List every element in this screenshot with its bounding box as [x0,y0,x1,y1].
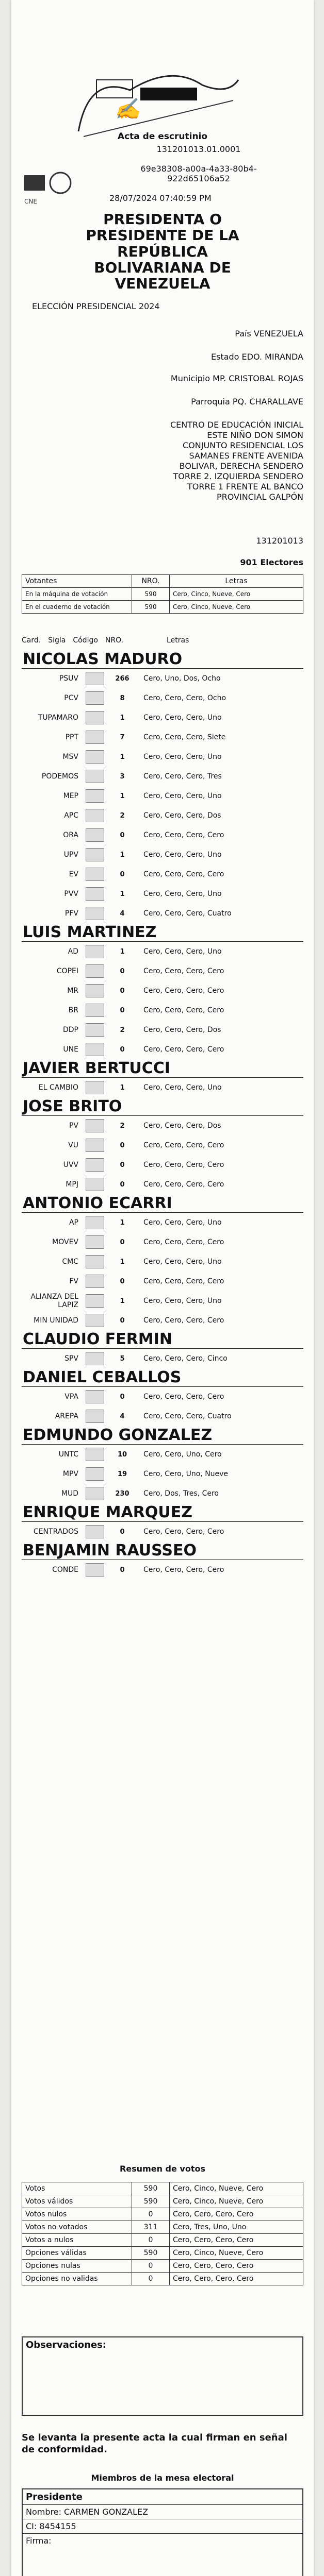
svg-text:✍: ✍ [115,97,140,121]
party-sigla: APC [64,811,78,820]
member-name: Nombre: CARMEN GONZALEZ [23,2505,302,2519]
party-votes-letters: Cero, Cero, Cero, Uno [143,851,222,859]
party-votes: 0 [120,831,125,839]
party-row [22,961,303,981]
center-line-5: BOLIVAR, DERECHA SENDERO [179,461,303,471]
country: País VENEZUELA [235,329,303,338]
party-sigla: CENTRADOS [33,1528,78,1536]
party-logo-icon [86,750,104,764]
party-row [22,669,303,688]
party-row [22,884,303,904]
party-row [22,806,303,825]
party-votes: 230 [115,1489,129,1498]
party-sigla: PPT [65,733,78,741]
resumen-number: 0 [132,2260,170,2273]
candidate-section [22,1368,303,1426]
party-logo-icon [86,887,104,901]
party-logo-icon [86,711,104,724]
party-votes: 8 [120,694,125,702]
resumen-row [22,2273,303,2285]
party-votes: 1 [120,1083,125,1092]
votantes-header-letras: Letras [170,575,303,588]
party-sigla: CONDE [52,1566,78,1574]
party-logo-icon [86,672,104,685]
candidate-name: LUIS MARTINEZ [23,923,157,941]
resumen-row [22,2208,303,2221]
cand-header-card: Card. [22,636,41,645]
resumen-letters: Cero, Cinco, Nueve, Cero [170,2247,303,2260]
party-row [22,1349,303,1368]
party-votes-letters: Cero, Cero, Cero, Dos [143,811,221,820]
party-row [22,1464,303,1484]
candidate-name: ENRIQUE MARQUEZ [23,1503,192,1521]
resumen-number: 0 [132,2208,170,2221]
party-row [22,1040,303,1059]
party-row [22,1272,303,1291]
resumen-label: Votos válidos [22,2195,132,2208]
party-logo-icon [86,1178,104,1191]
resumen-label: Votos no votados [22,2221,132,2234]
closing-text: Se levanta la presente acta la cual firman en señal de conformidad. [22,2432,287,2455]
party-logo-icon [86,945,104,958]
party-votes: 1 [120,792,125,800]
party-votes-letters: Cero, Cero, Cero, Uno [143,753,222,761]
party-votes-letters: Cero, Cero, Cero, Uno [143,792,222,800]
acta-number: 131201013.01.0001 [156,144,241,154]
party-votes-letters: Cero, Cero, Cero, Cero [143,831,224,839]
party-row [22,1252,303,1272]
party-sigla: BR [68,1006,78,1014]
party-votes-letters: Cero, Cero, Cero, Ocho [143,694,226,702]
party-sigla: MUD [61,1489,78,1498]
party-row [22,1522,303,1541]
party-logo-icon [86,1448,104,1461]
party-votes-letters: Cero, Cero, Cero, Cero [143,1566,224,1574]
cand-header-letras: Letras [167,636,189,645]
party-row [22,1213,303,1232]
resumen-letters: Cero, Tres, Uno, Uno [170,2221,303,2234]
party-votes-letters: Cero, Cero, Cero, Cero [143,1045,224,1054]
party-row [22,981,303,1001]
party-row [22,688,303,708]
party-logo-icon [86,1216,104,1229]
party-sigla: UNTC [58,1450,78,1459]
resumen-row [22,2182,303,2195]
party-logo-icon [86,1352,104,1365]
electors-count: 901 Electores [240,557,303,567]
resumen-table [22,2182,303,2285]
candidate-name: JOSE BRITO [23,1097,122,1115]
party-sigla: MOVEV [52,1238,78,1246]
party-logo-icon [86,868,104,881]
party-votes: 1 [120,1297,125,1305]
observaciones-box [22,2336,303,2416]
candidate-name: BENJAMIN RAUSSEO [23,1541,197,1560]
party-logo-icon [86,1314,104,1327]
party-votes: 0 [120,987,125,995]
party-votes: 4 [120,909,125,918]
party-sigla: MR [67,987,78,995]
party-logo-icon [86,907,104,920]
election-name: ELECCIÓN PRESIDENCIAL 2024 [32,301,160,311]
party-logo-icon [86,1043,104,1056]
party-votes-letters: Cero, Cero, Cero, Cero [143,1238,224,1246]
party-votes: 10 [117,1450,127,1459]
party-logo-icon [86,1004,104,1017]
party-sigla: EV [69,870,78,878]
votantes-header-nro: NRO. [132,575,170,588]
party-row [22,1116,303,1136]
party-votes: 3 [120,772,125,781]
party-votes-letters: Cero, Cero, Cero, Cuatro [143,1412,232,1420]
party-sigla: MPJ [66,1180,78,1189]
mesa-title: Miembros de la mesa electoral [91,2473,234,2483]
party-sigla: PVV [64,890,78,898]
party-votes: 2 [120,811,125,820]
party-votes-letters: Cero, Cero, Cero, Uno [143,947,222,956]
resumen-letters: Cero, Cinco, Nueve, Cero [170,2182,303,2195]
party-logo-icon [86,1119,104,1132]
party-votes: 1 [120,947,125,956]
party-row [22,727,303,747]
party-sigla: PCV [64,694,78,702]
party-votes: 1 [120,1258,125,1266]
resumen-number: 0 [132,2273,170,2285]
center-line-2: ESTE NIÑO DON SIMON [207,430,303,440]
party-sigla: AP [69,1218,78,1227]
resumen-number: 590 [132,2182,170,2195]
party-votes: 0 [120,1316,125,1325]
votantes-row-letras: Cero, Cinco, Nueve, Cero [170,601,303,614]
party-row [22,1406,303,1426]
votantes-row-nro: 590 [132,601,170,614]
title-line-1: PRESIDENTA O [103,211,222,228]
party-logo-icon [86,1275,104,1288]
party-sigla: COPEI [56,967,78,975]
party-votes-letters: Cero, Cero, Cero, Cero [143,1180,224,1189]
resumen-letters: Cero, Cero, Cero, Cero [170,2234,303,2247]
party-logo-icon [86,1139,104,1152]
party-votes: 7 [120,733,125,741]
party-votes: 0 [120,1161,125,1169]
title-line-4: BOLIVARIANA DE [94,259,231,277]
party-logo-icon [86,1563,104,1577]
party-votes-letters: Cero, Dos, Tres, Cero [143,1489,219,1498]
party-votes-letters: Cero, Cero, Cero, Cero [143,1393,224,1401]
resumen-row [22,2195,303,2208]
resumen-letters: Cero, Cero, Cero, Cero [170,2208,303,2221]
party-sigla: PFV [64,909,78,918]
cand-header-sigla: Sigla [48,636,66,645]
party-votes-letters: Cero, Cero, Cero, Tres [143,772,222,781]
party-row [22,825,303,845]
party-row [22,1291,303,1311]
candidate-section [22,1426,303,1503]
center-line-3: CONJUNTO RESIDENCIAL LOS [182,440,303,450]
party-row [22,1484,303,1503]
party-sigla: MIN UNIDAD [34,1316,78,1325]
title-line-3: REPÚBLICA [117,243,208,260]
candidate-section [22,1330,303,1368]
party-votes-letters: Cero, Cero, Cero, Cero [143,1528,224,1536]
party-votes-letters: Cero, Cero, Cero, Uno [143,1258,222,1266]
party-row [22,904,303,923]
party-votes: 0 [120,870,125,878]
party-logo-icon [86,828,104,842]
resumen-title: Resumen de votos [119,2164,206,2174]
party-row [22,767,303,786]
party-votes-letters: Cero, Uno, Dos, Ocho [143,674,221,683]
party-votes-letters: Cero, Cero, Cero, Dos [143,1026,221,1034]
party-row [22,865,303,884]
party-logo-icon [86,1294,104,1308]
cne-logo [22,170,78,211]
party-row [22,1078,303,1097]
svg-text:CNE: CNE [24,198,37,205]
party-sigla: MSV [62,753,78,761]
party-votes: 2 [120,1122,125,1130]
candidate-name: ANTONIO ECARRI [23,1194,172,1212]
party-sigla: UNE [63,1045,78,1054]
party-sigla: AD [68,947,78,956]
party-logo-icon [86,731,104,744]
candidate-name: DANIEL CEBALLOS [23,1368,182,1386]
candidate-section [22,923,303,1059]
party-logo-icon [86,1525,104,1538]
resumen-label: Opciones nulas [22,2260,132,2273]
party-votes-letters: Cero, Cero, Cero, Uno [143,1297,222,1305]
party-sigla: EL CAMBIO [38,1083,78,1092]
party-row [22,786,303,806]
resumen-number: 0 [132,2234,170,2247]
party-votes: 0 [120,1277,125,1285]
party-logo-icon [86,1158,104,1172]
resumen-label: Opciones válidas [22,2247,132,2260]
party-votes: 4 [120,1412,125,1420]
state: Estado EDO. MIRANDA [211,352,303,362]
parish: Parroquia PQ. CHARALLAVE [191,397,303,406]
party-votes-letters: Cero, Cero, Cero, Dos [143,1122,221,1130]
party-sigla: DDP [62,1026,78,1034]
party-votes: 1 [120,890,125,898]
party-logo-icon [86,1390,104,1403]
party-votes-letters: Cero, Cero, Cero, Cero [143,987,224,995]
party-votes: 2 [120,1026,125,1034]
party-logo-icon [86,1235,104,1249]
party-votes-letters: Cero, Cero, Cero, Cero [143,1161,224,1169]
party-row [22,845,303,865]
party-votes: 1 [120,714,125,722]
party-logo-icon [86,770,104,783]
party-votes: 19 [117,1470,127,1478]
party-row [22,708,303,727]
party-sigla: FV [69,1277,78,1285]
resumen-label: Votos nulos [22,2208,132,2221]
candidate-section [22,650,303,923]
resumen-row [22,2247,303,2260]
party-votes-letters: Cero, Cero, Cero, Uno [143,1083,222,1092]
party-logo-icon [86,1467,104,1481]
member-firma-label: Firma: [26,2536,52,2546]
member-box [22,2488,303,2576]
party-logo-icon [86,984,104,997]
party-logo-icon [86,1410,104,1423]
party-votes-letters: Cero, Cero, Cero, Cero [143,870,224,878]
candidate-name: JAVIER BERTUCCI [23,1059,170,1077]
party-sigla: PODEMOS [41,772,78,781]
party-votes-letters: Cero, Cero, Cero, Cero [143,967,224,975]
observaciones-label: Observaciones: [26,2340,107,2350]
resumen-number: 311 [132,2221,170,2234]
party-row [22,1175,303,1194]
party-sigla: ALIANZA DEL LAPIZ [30,1293,78,1309]
party-sigla: SPV [64,1354,78,1363]
party-row [22,747,303,767]
party-sigla: UPV [63,851,78,859]
party-logo-icon [86,1487,104,1500]
party-votes: 0 [120,1393,125,1401]
center-line-8: PROVINCIAL GALPÓN [216,492,303,502]
resumen-letters: Cero, Cinco, Nueve, Cero [170,2195,303,2208]
party-votes: 0 [120,1006,125,1014]
candidate-section [22,1097,303,1194]
center-line-6: TORRE 2. IZQUIERDA SENDERO [173,471,303,481]
resumen-letters: Cero, Cero, Cero, Cero [170,2260,303,2273]
party-row [22,1001,303,1020]
party-votes-letters: Cero, Cero, Cero, Cero [143,1141,224,1149]
party-votes: 0 [120,1180,125,1189]
party-sigla: MPV [62,1470,78,1478]
center-line-7: TORRE 1 FRENTE AL BANCO [187,482,303,492]
party-logo-icon [86,691,104,705]
candidate-section [22,1194,303,1330]
party-votes-letters: Cero, Cero, Cero, Uno [143,714,222,722]
party-votes: 0 [120,1238,125,1246]
candidate-section [22,1059,303,1097]
cand-header-nro: NRO. [105,636,124,645]
member-role: Presidente [23,2489,302,2505]
party-sigla: CMC [62,1258,78,1266]
party-votes: 1 [120,851,125,859]
party-logo-icon [86,1023,104,1037]
party-votes-letters: Cero, Cero, Cero, Cero [143,1316,224,1325]
party-votes: 0 [120,1528,125,1536]
resumen-row [22,2221,303,2234]
acta-hash-1: 69e38308-a00a-4a33-80b4- [140,164,257,174]
party-votes: 0 [120,1045,125,1054]
candidate-name: EDMUNDO GONZALEZ [23,1426,213,1444]
municipality: Municipio MP. CRISTOBAL ROJAS [170,374,303,383]
party-row [22,1387,303,1406]
candidate-name: NICOLAS MADURO [23,650,183,668]
party-logo-icon [86,1255,104,1268]
center-line-4: SAMANES FRENTE AVENIDA [189,451,303,461]
party-logo-icon [86,1081,104,1094]
votantes-table [22,574,303,614]
party-votes-letters: Cero, Cero, Cero, Cero [143,1277,224,1285]
party-votes: 0 [120,1566,125,1574]
candidate-section [22,1541,303,1580]
title-line-5: VENEZUELA [115,275,210,293]
signature [23,2548,302,2576]
acta-hash-2: 922d65106a52 [167,174,230,183]
party-sigla: MEP [63,792,78,800]
party-votes: 1 [120,753,125,761]
resumen-label: Votos a nulos [22,2234,132,2247]
party-row [22,1155,303,1175]
acta-datetime: 28/07/2024 07:40:59 PM [109,193,212,203]
party-sigla: AREPA [55,1412,78,1420]
party-votes: 0 [120,967,125,975]
resumen-letters: Cero, Cero, Cero, Cero [170,2273,303,2285]
votantes-row-nro: 590 [132,588,170,601]
party-row [22,1232,303,1252]
resumen-label: Opciones no validas [22,2273,132,2285]
party-votes: 266 [115,674,129,683]
acta-paper [11,0,314,2576]
party-votes-letters: Cero, Cero, Cero, Cero [143,1006,224,1014]
party-sigla: UVV [63,1161,78,1169]
party-row [22,942,303,961]
votantes-header-label: Votantes [22,575,132,588]
party-votes: 0 [120,1141,125,1149]
party-votes-letters: Cero, Cero, Cero, Uno [143,1218,222,1227]
party-logo-icon [86,964,104,978]
party-logo-icon [86,809,104,822]
resumen-number: 590 [132,2247,170,2260]
votantes-row-label: En el cuaderno de votación [22,601,132,614]
party-logo-icon [86,848,104,861]
votantes-row-label: En la máquina de votación [22,588,132,601]
votantes-row-letras: Cero, Cinco, Nueve, Cero [170,588,303,601]
center-line-1: CENTRO DE EDUCACIÓN INICIAL [170,420,303,430]
resumen-number: 590 [132,2195,170,2208]
party-sigla: VU [68,1141,78,1149]
party-votes-letters: Cero, Cero, Uno, Cero [143,1450,222,1459]
title-line-2: PRESIDENTE DE LA [86,227,239,244]
party-votes-letters: Cero, Cero, Cero, Uno [143,890,222,898]
candidates-list [22,650,303,1580]
resumen-label: Votos [22,2182,132,2195]
party-logo-icon [86,789,104,803]
center-code: 131201013 [256,536,303,546]
party-votes: 1 [120,1218,125,1227]
member-ci: CI: 8454155 [23,2519,302,2534]
party-sigla: PV [69,1122,78,1130]
party-votes: 5 [120,1354,125,1363]
party-sigla: TUPAMARO [38,714,78,722]
acta-label: Acta de escrutinio [117,131,208,142]
candidate-section [22,1503,303,1541]
party-row [22,1136,303,1155]
cand-header-codigo: Código [73,636,98,645]
resumen-row [22,2234,303,2247]
party-sigla: ORA [63,831,78,839]
party-sigla: PSUV [59,674,78,683]
party-votes-letters: Cero, Cero, Uno, Nueve [143,1470,229,1478]
candidate-name: CLAUDIO FERMIN [23,1330,173,1348]
party-sigla: VPA [64,1393,78,1401]
party-row [22,1311,303,1330]
resumen-row [22,2260,303,2273]
party-votes-letters: Cero, Cero, Cero, Cuatro [143,909,232,918]
party-row [22,1560,303,1580]
party-row [22,1020,303,1040]
party-votes-letters: Cero, Cero, Cero, Cinco [143,1354,228,1363]
party-row [22,1445,303,1464]
party-votes-letters: Cero, Cero, Cero, Siete [143,733,226,741]
